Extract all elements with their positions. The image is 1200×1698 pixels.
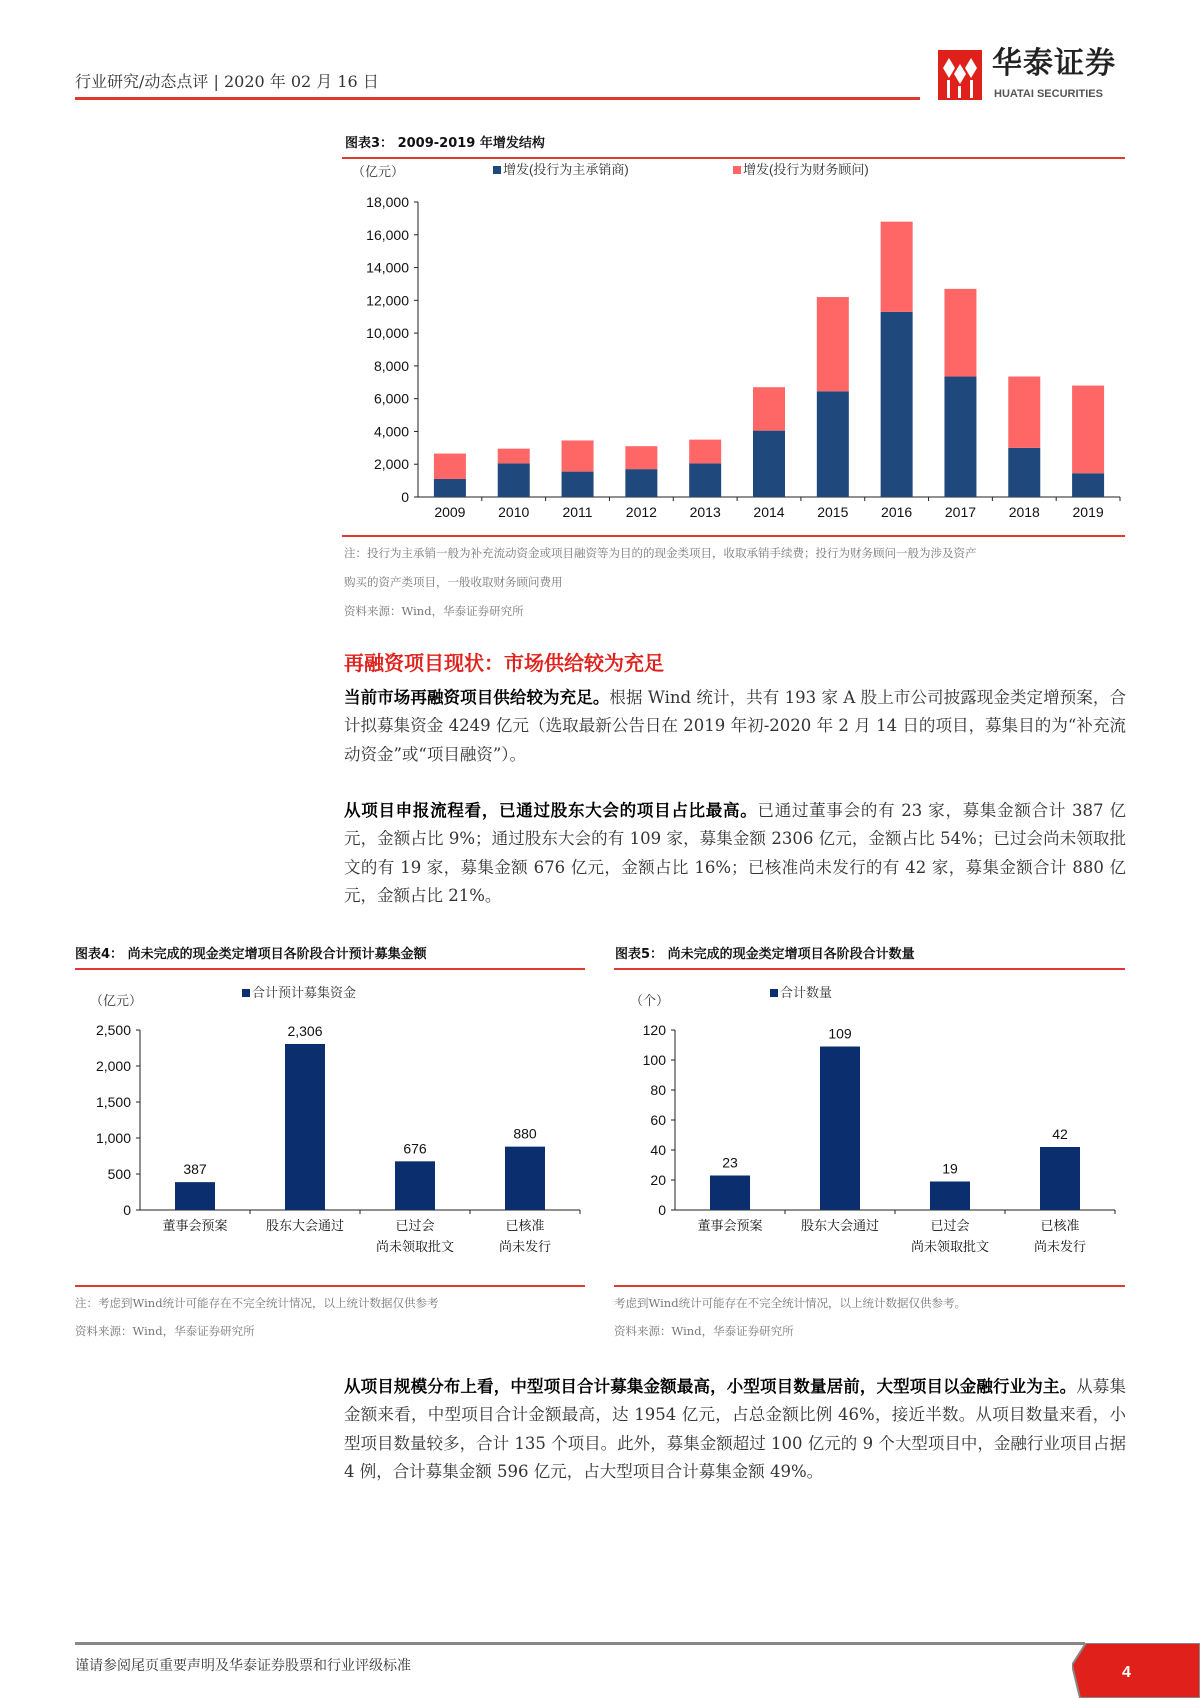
logo-cn-text: 华泰证券 [992,46,1116,81]
bar [498,463,530,497]
chart4-note: 注：考虑到Wind统计可能存在不完全统计情况，以上统计数据仅供参考 [75,1296,439,1310]
data-label: 676 [403,1140,427,1157]
x-tick-label: 2009 [434,504,466,520]
legend-label: 增发(投行为主承销商) [503,162,629,177]
legend-swatch [733,166,741,174]
x-tick-label: 2014 [753,504,785,520]
p3-lead: 从项目规模分布上看，中型项目合计募集金额最高，小型项目数量居前，大型项目以金融行业为主。 [344,1377,1077,1396]
y-axis-unit-label: （亿元） [90,993,143,1008]
footer-disclaimer: 谨请参阅尾页重要声明及华泰证券股票和行业评级标准 [75,1658,411,1674]
chart5-top-rule [614,968,1125,970]
page-number-tab [1072,1643,1200,1698]
chart5-bar [610,975,1130,1275]
bar [689,463,721,497]
x-tick-label: 已过会 [395,1218,435,1233]
bar [395,1161,435,1210]
bar [710,1176,750,1211]
legend-label: 增发(投行为财务顾问) [743,162,869,177]
legend-label: 合计预计募集资金 [252,985,357,1000]
bar [434,479,466,497]
chart4-bottom-rule [75,1285,585,1287]
y-axis-unit-label: （个） [630,993,670,1008]
bar [881,222,913,312]
y-tick-label: 2,500 [95,1022,131,1038]
chart3-note-2: 购买的资产类项目，一般收取财务顾问费用 [344,575,563,589]
bar [689,440,721,464]
bar [817,297,849,391]
bar [175,1182,215,1210]
p1-lead: 当前市场再融资项目供给较为充足。 [344,688,610,707]
bar [562,472,594,497]
chart4-source: 资料来源：Wind，华泰证券研究所 [75,1324,255,1338]
bar [625,469,657,497]
x-tick-label: 2012 [625,504,657,520]
y-tick-label: 40 [650,1142,666,1158]
y-tick-label: 14,000 [366,259,409,276]
y-tick-label: 80 [650,1082,666,1098]
data-label: 387 [183,1161,207,1178]
chart4-top-rule [75,968,585,970]
x-tick-label: 已过会 [930,1218,970,1233]
bar [753,387,785,430]
y-tick-label: 12,000 [366,292,409,309]
p1-body: 根据 Wind 统计，共有 193 家 A 股上市公司披露现金类定增预案，合计拟募集资金 4249 亿元（选取最新公告日在 2019 年初-2020 年 2 月 14 日的项目，募集目的为“补充流动资金”或“项目融资”）。 [344,688,1127,764]
legend-swatch [242,989,250,997]
report-header: 行业研究/动态点评 | 2020 年 02 月 16 日 [75,72,379,91]
paragraph-2 [344,797,1126,910]
bar [930,1182,970,1211]
bar [1072,473,1104,497]
x-tick-label: 2013 [689,504,721,520]
bar [434,454,466,479]
chart3-top-rule [342,157,1125,159]
x-tick-label: 已核准 [1040,1218,1080,1233]
bar [944,377,976,497]
bar [285,1044,325,1210]
logo-mark-icon [938,50,982,100]
bar [505,1147,545,1210]
x-tick-label: 尚未领取批文 [375,1239,455,1254]
y-tick-label: 16,000 [366,226,409,243]
legend-swatch [770,989,778,997]
paragraph-1 [344,684,1126,769]
x-tick-label: 2018 [1008,504,1040,520]
p2-body: 已通过董事会的有 23 家，募集金额合计 387 亿元，金额占比 9%；通过股东大会的有 109 家，募集金额 2306 亿元，金额占比 54%；已过会尚未领取批文的有 19 家，募集金额 676 亿元，金额占比 16%；已核准尚未发行的有 42 家，募集金额合计 880 亿元，金额占比 21%。 [344,801,1127,905]
y-tick-label: 1,000 [95,1130,131,1146]
y-tick-label: 4,000 [373,423,409,440]
chart3-stacked-bar [330,162,1130,532]
y-tick-label: 500 [107,1166,131,1182]
x-tick-label: 已核准 [505,1218,545,1233]
y-tick-label: 2,000 [95,1058,131,1074]
bar [562,440,594,471]
y-tick-label: 100 [642,1052,666,1068]
x-tick-label: 2017 [944,504,977,520]
y-tick-label: 60 [650,1112,666,1128]
y-tick-label: 0 [401,489,409,505]
y-tick-label: 1,500 [95,1094,131,1110]
chart5-bottom-rule [614,1285,1125,1287]
y-axis-unit-label: （亿元） [352,164,405,179]
huatai-logo [938,48,1128,106]
chart3-bottom-rule [342,535,1125,537]
x-tick-label: 2010 [498,504,530,520]
y-tick-label: 10,000 [366,325,409,342]
footer-divider [75,1642,1085,1645]
legend-label: 合计数量 [780,985,833,1000]
bar [1040,1147,1080,1210]
chart4-bar [70,975,590,1275]
data-label: 880 [513,1125,537,1142]
bar [817,391,849,497]
x-tick-label: 董事会预案 [697,1218,763,1233]
p3-body: 从募集金额来看，中型项目合计金额最高，达 1954 亿元，占总金额比例 46%，接近半数。从项目数量来看，小型项目数量较多，合计 135 个项目。此外，募集金额超过 100 亿元的 9 个大型项目中，金融行业项目占据 4 例，合计募集金额 596 亿元，占大型项目合计募集金额 49%。 [344,1377,1127,1481]
y-tick-label: 120 [642,1022,666,1038]
x-tick-label: 2015 [817,504,849,520]
bar [1008,377,1040,448]
chart5-title: 图表5： 尚未完成的现金类定增项目各阶段合计数量 [615,947,915,962]
chart4-title: 图表4： 尚未完成的现金类定增项目各阶段合计预计募集金额 [75,947,427,962]
data-label: 42 [1052,1126,1068,1142]
bar [498,449,530,464]
paragraph-3 [344,1373,1126,1486]
legend-swatch [493,166,501,174]
page-number: 4 [1122,1664,1131,1681]
bar [753,431,785,497]
chart3-note-1: 注：投行为主承销一般为补充流动资金或项目融资等为目的的现金类项目，收取承销手续费；投行为财务顾问一般为涉及资产 [344,546,977,560]
y-tick-label: 6,000 [373,390,409,407]
logo-en-text: HUATAI SECURITIES [994,88,1103,100]
chart5-note: 考虑到Wind统计可能存在不完全统计情况，以上统计数据仅供参考。 [614,1296,967,1310]
x-tick-label: 2019 [1072,504,1104,520]
y-tick-label: 18,000 [366,194,409,210]
data-label: 23 [722,1154,738,1171]
y-tick-label: 0 [658,1202,666,1218]
x-tick-label: 董事会预案 [162,1218,228,1233]
y-tick-label: 0 [123,1202,131,1218]
y-tick-label: 2,000 [373,456,409,473]
x-tick-label: 2011 [562,504,593,520]
header-divider [75,97,920,100]
x-tick-label: 尚未发行 [498,1239,552,1254]
x-tick-label: 股东大会通过 [800,1218,880,1233]
x-tick-label: 2016 [881,504,913,520]
section-heading: 再融资项目现状：市场供给较为充足 [344,651,664,675]
x-tick-label: 尚未发行 [1033,1239,1087,1254]
chart5-source: 资料来源：Wind，华泰证券研究所 [614,1324,794,1338]
bar [625,446,657,469]
data-label: 109 [828,1025,852,1042]
bar [944,289,976,377]
bar [1008,448,1040,497]
chart3-source: 资料来源：Wind，华泰证券研究所 [344,604,524,618]
data-label: 19 [942,1160,958,1177]
x-tick-label: 股东大会通过 [265,1218,345,1233]
bar [1072,386,1104,474]
p2-lead: 从项目申报流程看，已通过股东大会的项目占比最高。 [344,801,758,820]
bar [881,312,913,497]
x-tick-label: 尚未领取批文 [910,1239,990,1254]
bar [820,1047,860,1211]
data-label: 2,306 [287,1022,323,1039]
y-tick-label: 8,000 [373,357,409,374]
chart3-title: 图表3： 2009-2019 年增发结构 [345,136,545,151]
y-tick-label: 20 [650,1172,666,1188]
